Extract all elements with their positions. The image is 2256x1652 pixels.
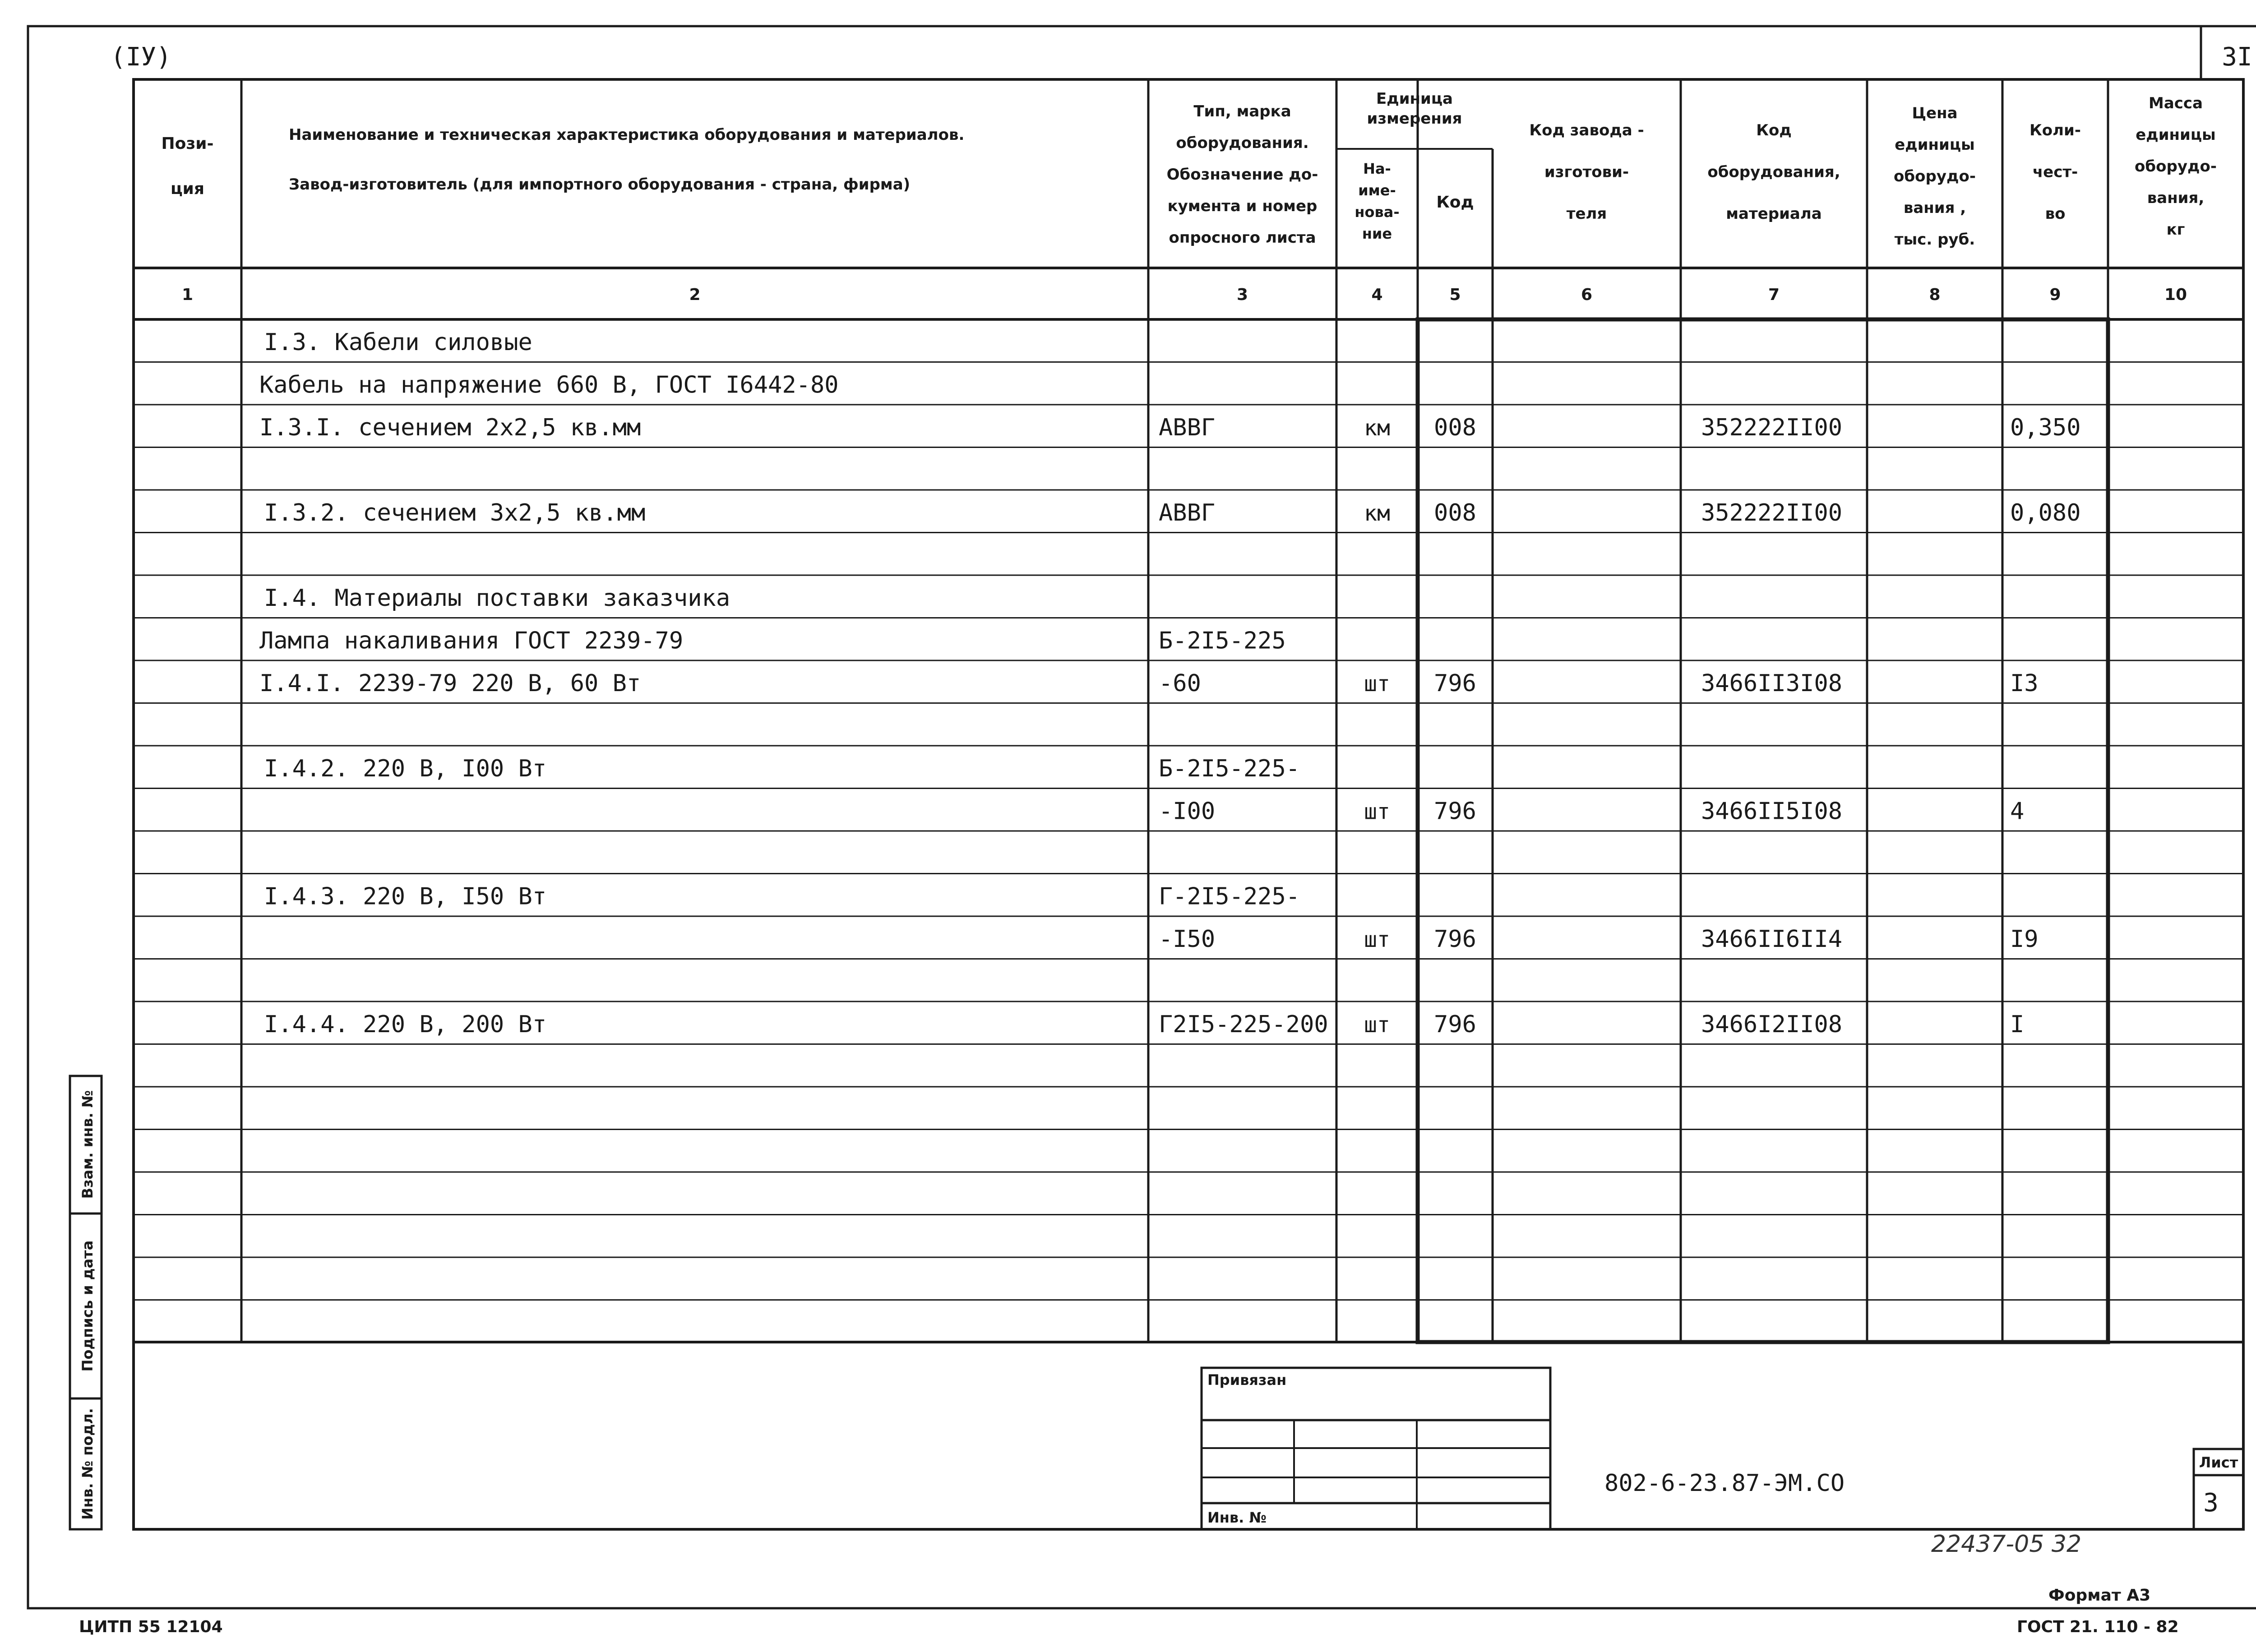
cell-name: Лампа накаливания ГОСТ 2239-79 bbox=[259, 627, 684, 655]
cell-unit-code: 008 bbox=[1434, 499, 1476, 526]
column-header-3-line: Тип, марка bbox=[1193, 102, 1291, 120]
column-headers bbox=[162, 90, 2217, 304]
cell-unit-code: 796 bbox=[1434, 670, 1476, 697]
format-label: Формат А3 bbox=[2048, 1586, 2151, 1605]
column-number-9: 9 bbox=[2049, 286, 2061, 304]
cell-unit: км bbox=[1364, 415, 1390, 441]
cell-name: I.3.I. сечением 2х2,5 кв.мм bbox=[259, 414, 641, 441]
cell-unit: шт bbox=[1364, 671, 1390, 697]
cell-type: Г-2I5-225- bbox=[1159, 883, 1300, 910]
column-header-5-line: Код bbox=[1436, 193, 1474, 212]
cell-unit-code: 796 bbox=[1434, 926, 1476, 953]
cell-type: АВВГ bbox=[1159, 414, 1216, 441]
table-row bbox=[264, 329, 532, 356]
column-header-8-line: вания , bbox=[1903, 199, 1966, 217]
page-number: 3I bbox=[2222, 42, 2252, 72]
cell-unit-code: 008 bbox=[1434, 414, 1476, 441]
unit-group-title-line: Единица bbox=[1376, 90, 1453, 108]
document-code: 802-6-23.87-ЭМ.СО bbox=[1604, 1470, 1845, 1497]
unit-group-title-line: измерения bbox=[1367, 110, 1462, 128]
side-stamp-original-inv: Инв. № подл. bbox=[79, 1408, 96, 1520]
table-row bbox=[264, 585, 730, 612]
column-header-6-line: Код завода - bbox=[1529, 121, 1644, 139]
column-header-7-line: Код bbox=[1756, 121, 1792, 139]
column-number-10: 10 bbox=[2164, 286, 2187, 304]
cell-type: -I50 bbox=[1159, 926, 1216, 953]
cell-name: Кабель на напряжение 660 В, ГОСТ I6442-80 bbox=[259, 371, 839, 399]
column-header-4-line: име- bbox=[1358, 182, 1396, 199]
column-header-1-line: ция bbox=[170, 180, 205, 198]
cell-quantity: 0,080 bbox=[2010, 499, 2081, 526]
handwritten-number: 22437-05 32 bbox=[1931, 1531, 2082, 1558]
cell-quantity: 0,350 bbox=[2010, 414, 2081, 441]
column-header-10-line: Масса bbox=[2148, 94, 2203, 112]
cell-name: I.4. Материалы поставки заказчика bbox=[264, 585, 730, 612]
cell-type: -60 bbox=[1159, 670, 1201, 697]
cell-quantity: 4 bbox=[2010, 798, 2025, 825]
side-stamp-replacement-inv: Взам. инв. № bbox=[79, 1090, 96, 1199]
inv-label: Инв. № bbox=[1207, 1509, 1267, 1526]
column-header-3-line: опросного листа bbox=[1169, 229, 1316, 247]
column-number-7: 7 bbox=[1768, 286, 1780, 304]
bound-label: Привязан bbox=[1207, 1371, 1287, 1389]
column-number-6: 6 bbox=[1581, 286, 1593, 304]
column-header-7-line: материала bbox=[1726, 205, 1822, 223]
cell-unit: шт bbox=[1364, 927, 1390, 952]
column-header-1-line: Пози- bbox=[161, 134, 214, 153]
table-row bbox=[264, 499, 2081, 526]
cell-unit-code: 796 bbox=[1434, 798, 1476, 825]
cell-quantity: I9 bbox=[2010, 926, 2039, 953]
cell-name: I.4.3. 220 В, I50 Вт bbox=[264, 883, 547, 910]
cell-quantity: I3 bbox=[2010, 670, 2039, 697]
cell-unit-code: 796 bbox=[1434, 1011, 1476, 1038]
column-header-8-line: тыс. руб. bbox=[1894, 231, 1975, 249]
column-header-4-line: На- bbox=[1363, 160, 1391, 177]
column-header-7-line: оборудования, bbox=[1707, 163, 1840, 181]
cell-name: I.3.2. сечением 3х2,5 кв.мм bbox=[264, 499, 646, 526]
column-header-8-line: оборудо- bbox=[1894, 167, 1976, 185]
table-row bbox=[259, 414, 2081, 441]
table-row bbox=[259, 372, 839, 399]
column-number-5: 5 bbox=[1449, 286, 1461, 304]
column-header-2-line: Наименование и техническая характеристика оборудования и материалов. bbox=[289, 126, 965, 144]
bottom-left-stamp: ЦИТП 55 12104 bbox=[79, 1618, 223, 1636]
cell-type: АВВГ bbox=[1159, 499, 1216, 526]
column-header-4-line: нова- bbox=[1355, 203, 1400, 221]
column-header-9-line: чест- bbox=[2032, 163, 2078, 181]
page-marker: (IУ) bbox=[111, 42, 171, 72]
column-header-10-line: вания, bbox=[2147, 189, 2205, 207]
cell-type: -I00 bbox=[1159, 798, 1216, 825]
cell-material-code: 3466I2II08 bbox=[1701, 1011, 1843, 1038]
column-number-3: 3 bbox=[1236, 286, 1248, 304]
sheet-label: Лист bbox=[2199, 1454, 2238, 1471]
cell-name: I.4.4. 220 В, 200 Вт bbox=[264, 1011, 547, 1038]
column-header-2-line: Завод-изготовитель (для импортного оборудования - страна, фирма) bbox=[289, 175, 911, 194]
sheet-number: 3 bbox=[2203, 1488, 2219, 1518]
cell-unit: шт bbox=[1364, 1012, 1390, 1038]
cell-type: Б-2I5-225- bbox=[1159, 755, 1300, 782]
cell-unit: км bbox=[1364, 501, 1390, 526]
cell-material-code: 3466II5I08 bbox=[1701, 798, 1843, 825]
table-row bbox=[259, 628, 1286, 655]
column-header-3-line: оборудования. bbox=[1176, 134, 1309, 152]
cell-material-code: 3466II3I08 bbox=[1701, 670, 1843, 697]
column-number-1: 1 bbox=[181, 286, 194, 304]
cell-type: Г2I5-225-200 bbox=[1159, 1011, 1328, 1038]
table-row bbox=[264, 883, 1300, 910]
cell-unit: шт bbox=[1364, 799, 1390, 825]
table-rows bbox=[259, 329, 2081, 1038]
cell-name: I.3. Кабели силовые bbox=[264, 329, 532, 356]
gost-reference: ГОСТ 21. 110 - 82 bbox=[2017, 1618, 2179, 1636]
cell-name: I.4.2. 220 В, I00 Вт bbox=[264, 755, 547, 782]
column-header-3-line: Обозначение до- bbox=[1166, 166, 1318, 184]
cell-quantity: I bbox=[2010, 1011, 2025, 1038]
column-number-2: 2 bbox=[689, 286, 701, 304]
cell-type: Б-2I5-225 bbox=[1159, 627, 1286, 655]
table-row bbox=[264, 1011, 2024, 1038]
column-header-9-line: во bbox=[2045, 205, 2066, 223]
column-number-4: 4 bbox=[1371, 286, 1383, 304]
cell-name: I.4.I. 2239-79 220 В, 60 Вт bbox=[259, 670, 641, 697]
column-number-8: 8 bbox=[1929, 286, 1941, 304]
table-row bbox=[1159, 798, 2024, 825]
column-header-10-line: оборудо- bbox=[2135, 157, 2217, 175]
column-header-10-line: единицы bbox=[2136, 126, 2216, 144]
column-header-9-line: Коли- bbox=[2029, 121, 2081, 139]
column-header-8-line: Цена bbox=[1912, 104, 1958, 122]
column-header-3-line: кумента и номер bbox=[1167, 197, 1318, 215]
column-header-8-line: единицы bbox=[1895, 136, 1975, 154]
column-header-6-line: теля bbox=[1566, 205, 1607, 223]
column-header-6-line: изготови- bbox=[1544, 163, 1629, 181]
column-header-10-line: кг bbox=[2166, 221, 2185, 239]
table-row bbox=[264, 755, 1300, 782]
cell-material-code: 352222II00 bbox=[1701, 414, 1843, 441]
column-header-4-line: ние bbox=[1362, 225, 1392, 242]
side-stamp bbox=[70, 1076, 102, 1529]
cell-material-code: 3466II6II4 bbox=[1701, 926, 1843, 953]
table-row bbox=[1159, 926, 2039, 953]
cell-material-code: 352222II00 bbox=[1701, 499, 1843, 526]
outer-frame bbox=[28, 26, 2256, 1608]
title-block bbox=[1202, 1368, 2243, 1529]
side-stamp-signature-date: Подпись и дата bbox=[79, 1240, 96, 1372]
